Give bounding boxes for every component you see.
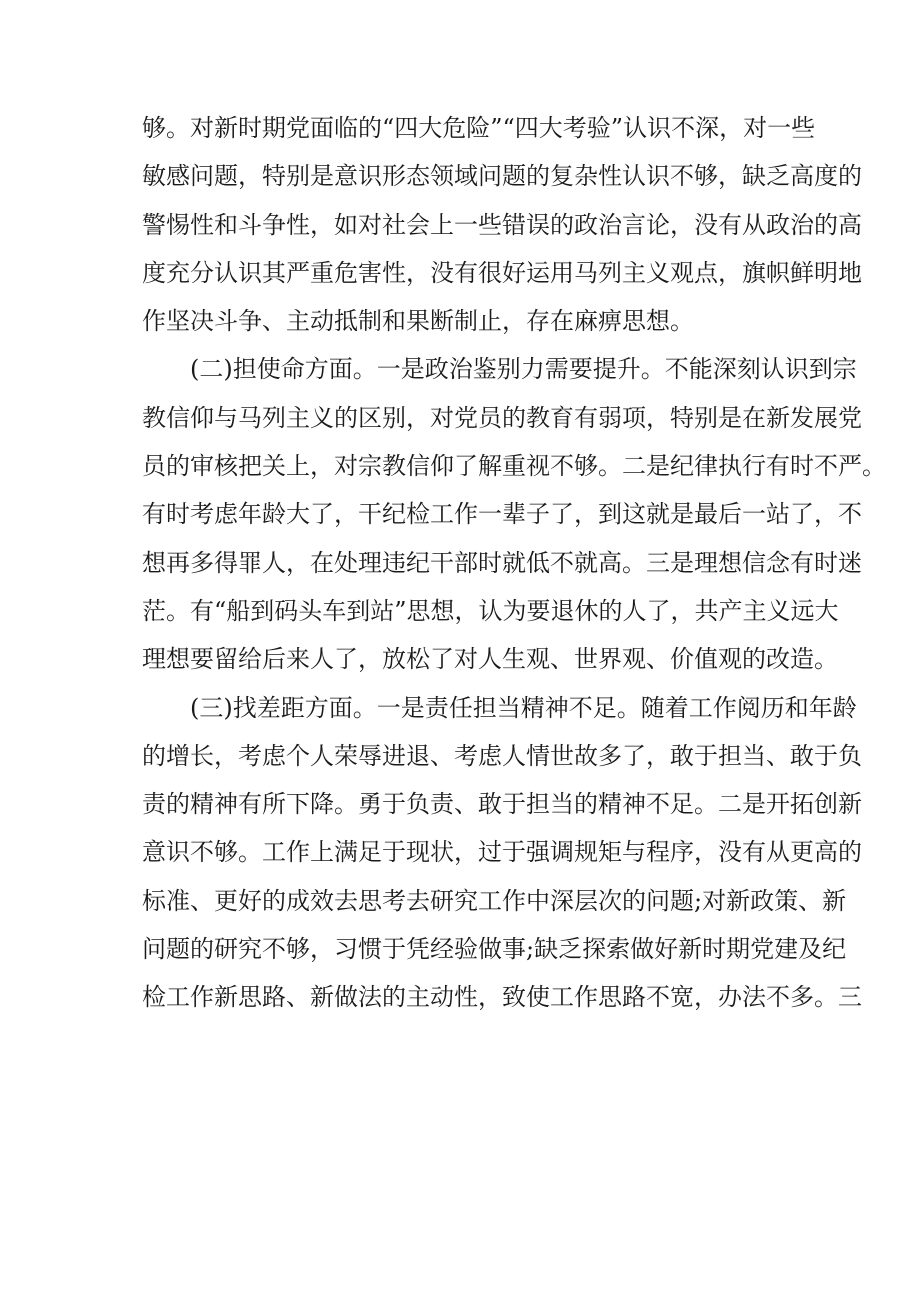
text-line: 问题的研究不够，习惯于凭经验做事;缺乏探索做好新时期党建及纪	[142, 935, 847, 964]
text-line: 责的精神有所下降。勇于负责、敢于担当的精神不足。二是开拓创新	[142, 790, 862, 819]
text-line: 茫。有“船到码头车到站”思想，认为要退休的人了，共产主义远大	[142, 596, 839, 625]
paragraph-3	[142, 684, 862, 1022]
text-line: 的增长，考虑个人荣辱进退、考虑人情世故多了，敢于担当、敢于负	[142, 741, 862, 770]
text-line: 作坚决斗争、主动抵制和果断制止，存在麻痹思想。	[142, 307, 694, 336]
text-line: 有时考虑年龄大了，干纪检工作一辈子了，到这就是最后一站了，不	[142, 500, 862, 529]
paragraph-1	[142, 104, 862, 345]
text-line: 敏感问题，特别是意识形态领域问题的复杂性认识不够，缺乏高度的	[142, 162, 862, 191]
text-line: 员的审核把关上，对宗教信仰了解重视不够。二是纪律执行有时不严。	[142, 452, 886, 481]
text-line-first: (二)担使命方面。一是政治鉴别力需要提升。不能深刻认识到宗	[190, 355, 857, 384]
text-line: 标准、更好的成效去思考去研究工作中深层次的问题;对新政策、新	[142, 886, 847, 915]
text-line: 度充分认识其严重危害性，没有很好运用马列主义观点，旗帜鲜明地	[142, 258, 862, 287]
document-body	[142, 104, 886, 1022]
text-line: 检工作新思路、新做法的主动性，致使工作思路不宽，办法不多。三	[142, 983, 862, 1012]
text-line: 想再多得罪人，在处理违纪干部时就低不就高。三是理想信念有时迷	[142, 548, 862, 577]
text-line: 警惕性和斗争性，如对社会上一些错误的政治言论，没有从政治的高	[142, 210, 862, 239]
text-line: 教信仰与马列主义的区别，对党员的教育有弱项，特别是在新发展党	[142, 403, 862, 432]
paragraph-2	[142, 345, 886, 683]
text-line-first: (三)找差距方面。一是责任担当精神不足。随着工作阅历和年龄	[190, 693, 857, 722]
text-line: 够。对新时期党面临的“四大危险”“四大考验”认识不深，对一些	[142, 114, 816, 142]
text-line: 理想要留给后来人了，放松了对人生观、世界观、价值观的改造。	[142, 645, 838, 674]
text-line: 意识不够。工作上满足于现状，过于强调规矩与程序，没有从更高的	[142, 838, 862, 867]
